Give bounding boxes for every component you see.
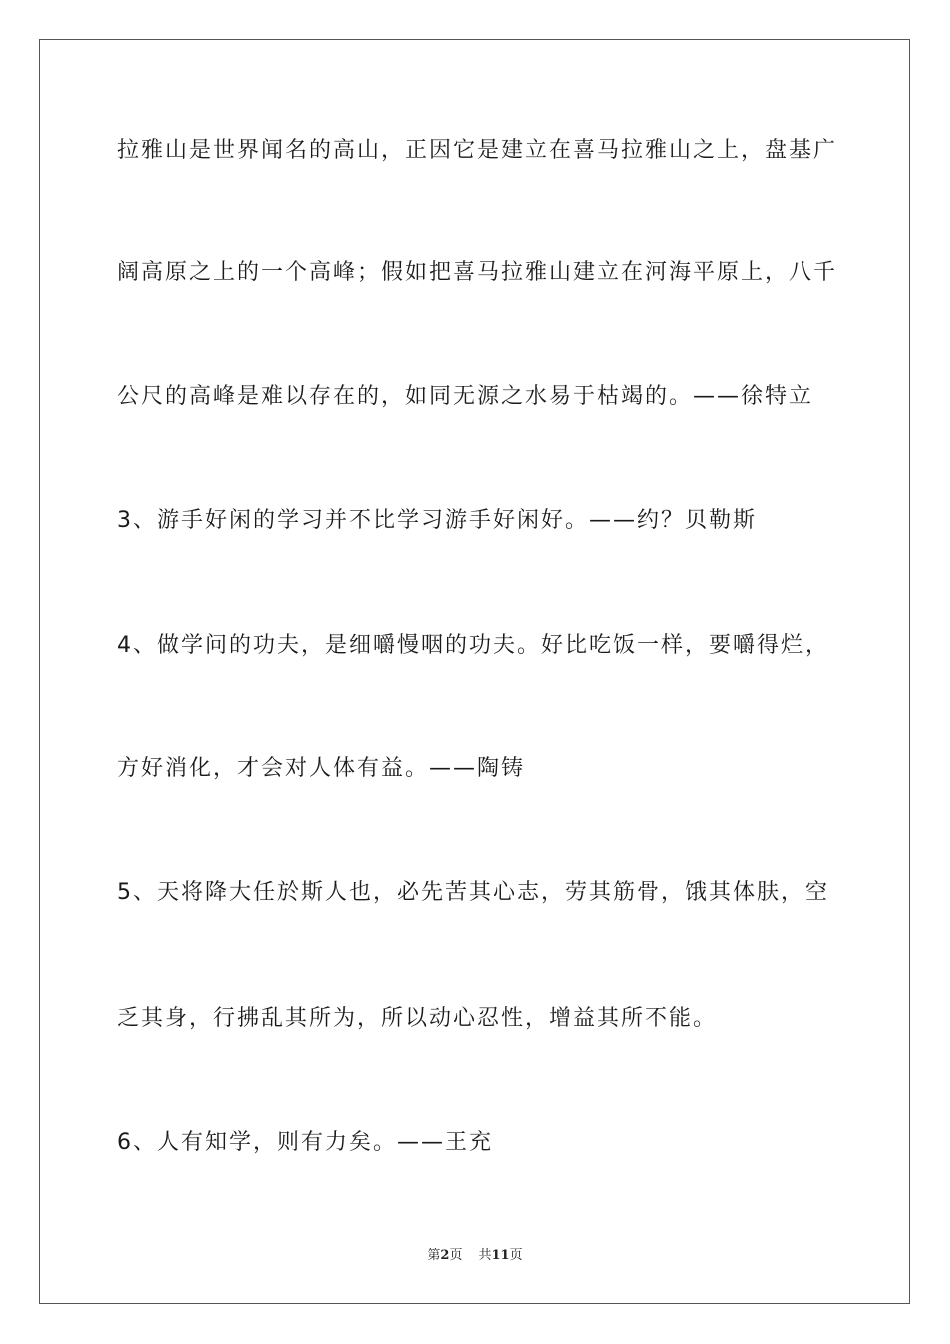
text-line: 乏其身，行拂乱其所为，所以动心忍性，增益其所不能。: [117, 1006, 718, 1031]
text-line: 4、做学问的功夫，是细嚼慢咽的功夫。好比吃饭一样，要嚼得烂，: [117, 633, 829, 658]
page-number: 2: [440, 1248, 450, 1263]
text-line: 方好消化，才会对人体有益。——陶铸: [117, 756, 526, 781]
total-prefix: 共: [478, 1248, 492, 1263]
text-line: 6、人有知学，则有力矣。——王充: [117, 1130, 493, 1155]
page-border: [39, 39, 910, 1304]
page-footer: [0, 1246, 950, 1266]
text-line: 拉雅山是世界闻名的高山，正因它是建立在喜马拉雅山之上，盘基广: [117, 138, 838, 163]
total-suffix: 页: [509, 1248, 523, 1263]
text-line: 5、天将降大任於斯人也，必先苦其心志，劳其筋骨，饿其体肤，空: [117, 880, 829, 905]
page-prefix: 第: [427, 1248, 441, 1263]
text-line: 公尺的高峰是难以存在的，如同无源之水易于枯竭的。——徐特立: [117, 384, 814, 409]
text-line: 阔高原之上的一个高峰；假如把喜马拉雅山建立在河海平原上，八千: [117, 260, 838, 285]
text-line: 3、游手好闲的学习并不比学习游手好闲好。——约？贝勒斯: [117, 508, 757, 533]
total-pages: 11: [491, 1248, 510, 1263]
page-suffix: 页: [449, 1248, 463, 1263]
